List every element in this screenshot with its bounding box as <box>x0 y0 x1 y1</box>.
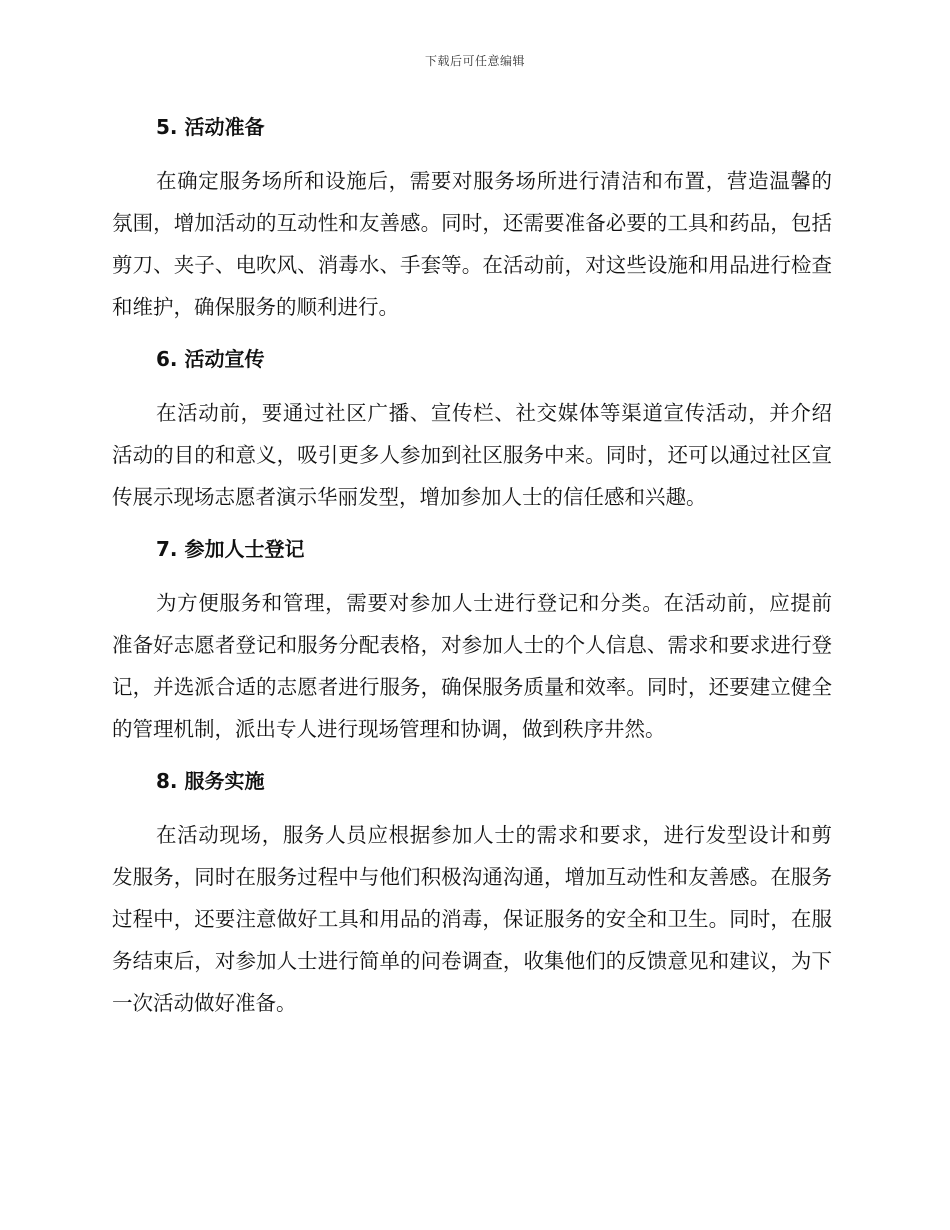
section-participant-registration <box>112 534 832 750</box>
section-title: 6. 活动宣传 <box>156 347 265 371</box>
document-body <box>112 112 832 1040</box>
section-paragraph: 在活动前，要通过社区广播、宣传栏、社交媒体等渠道宣传活动，并介绍活动的目的和意义，吸引更多人参加到社区服务中来。同时，还可以通过社区宣传展示现场志愿者演示华丽发型，增加参加人士的信任感和兴趣。 <box>112 401 832 509</box>
section-paragraph: 为方便服务和管理，需要对参加人士进行登记和分类。在活动前，应提前准备好志愿者登记和服务分配表格，对参加人士的个人信息、需求和要求进行登记，并选派合适的志愿者进行服务，确保服务质量和效率。同时，还要建立健全的管理机制，派出专人进行现场管理和协调，做到秩序井然。 <box>112 591 832 741</box>
section-paragraph: 在活动现场，服务人员应根据参加人士的需求和要求，进行发型设计和剪发服务，同时在服务过程中与他们积极沟通沟通，增加互动性和友善感。在服务过程中，还要注意做好工具和用品的消毒，保证服务的安全和卫生。同时，在服务结束后，对参加人士进行简单的问卷调查，收集他们的反馈意见和建议，为下一次活动做好准备。 <box>112 823 832 1015</box>
section-paragraph: 在确定服务场所和设施后，需要对服务场所进行清洁和布置，营造温馨的氛围，增加活动的互动性和友善感。同时，还需要准备必要的工具和药品，包括剪刀、夹子、电吹风、消毒水、手套等。在活动前，对这些设施和用品进行检查和维护，确保服务的顺利进行。 <box>112 169 832 319</box>
section-title: 8. 服务实施 <box>156 769 265 793</box>
section-activity-preparation <box>112 112 832 328</box>
section-activity-promotion <box>112 344 832 518</box>
section-service-implementation <box>112 766 832 1024</box>
section-title: 7. 参加人士登记 <box>156 537 305 561</box>
page-header: 下载后可任意编辑 <box>424 54 525 68</box>
section-title: 5. 活动准备 <box>156 115 265 139</box>
